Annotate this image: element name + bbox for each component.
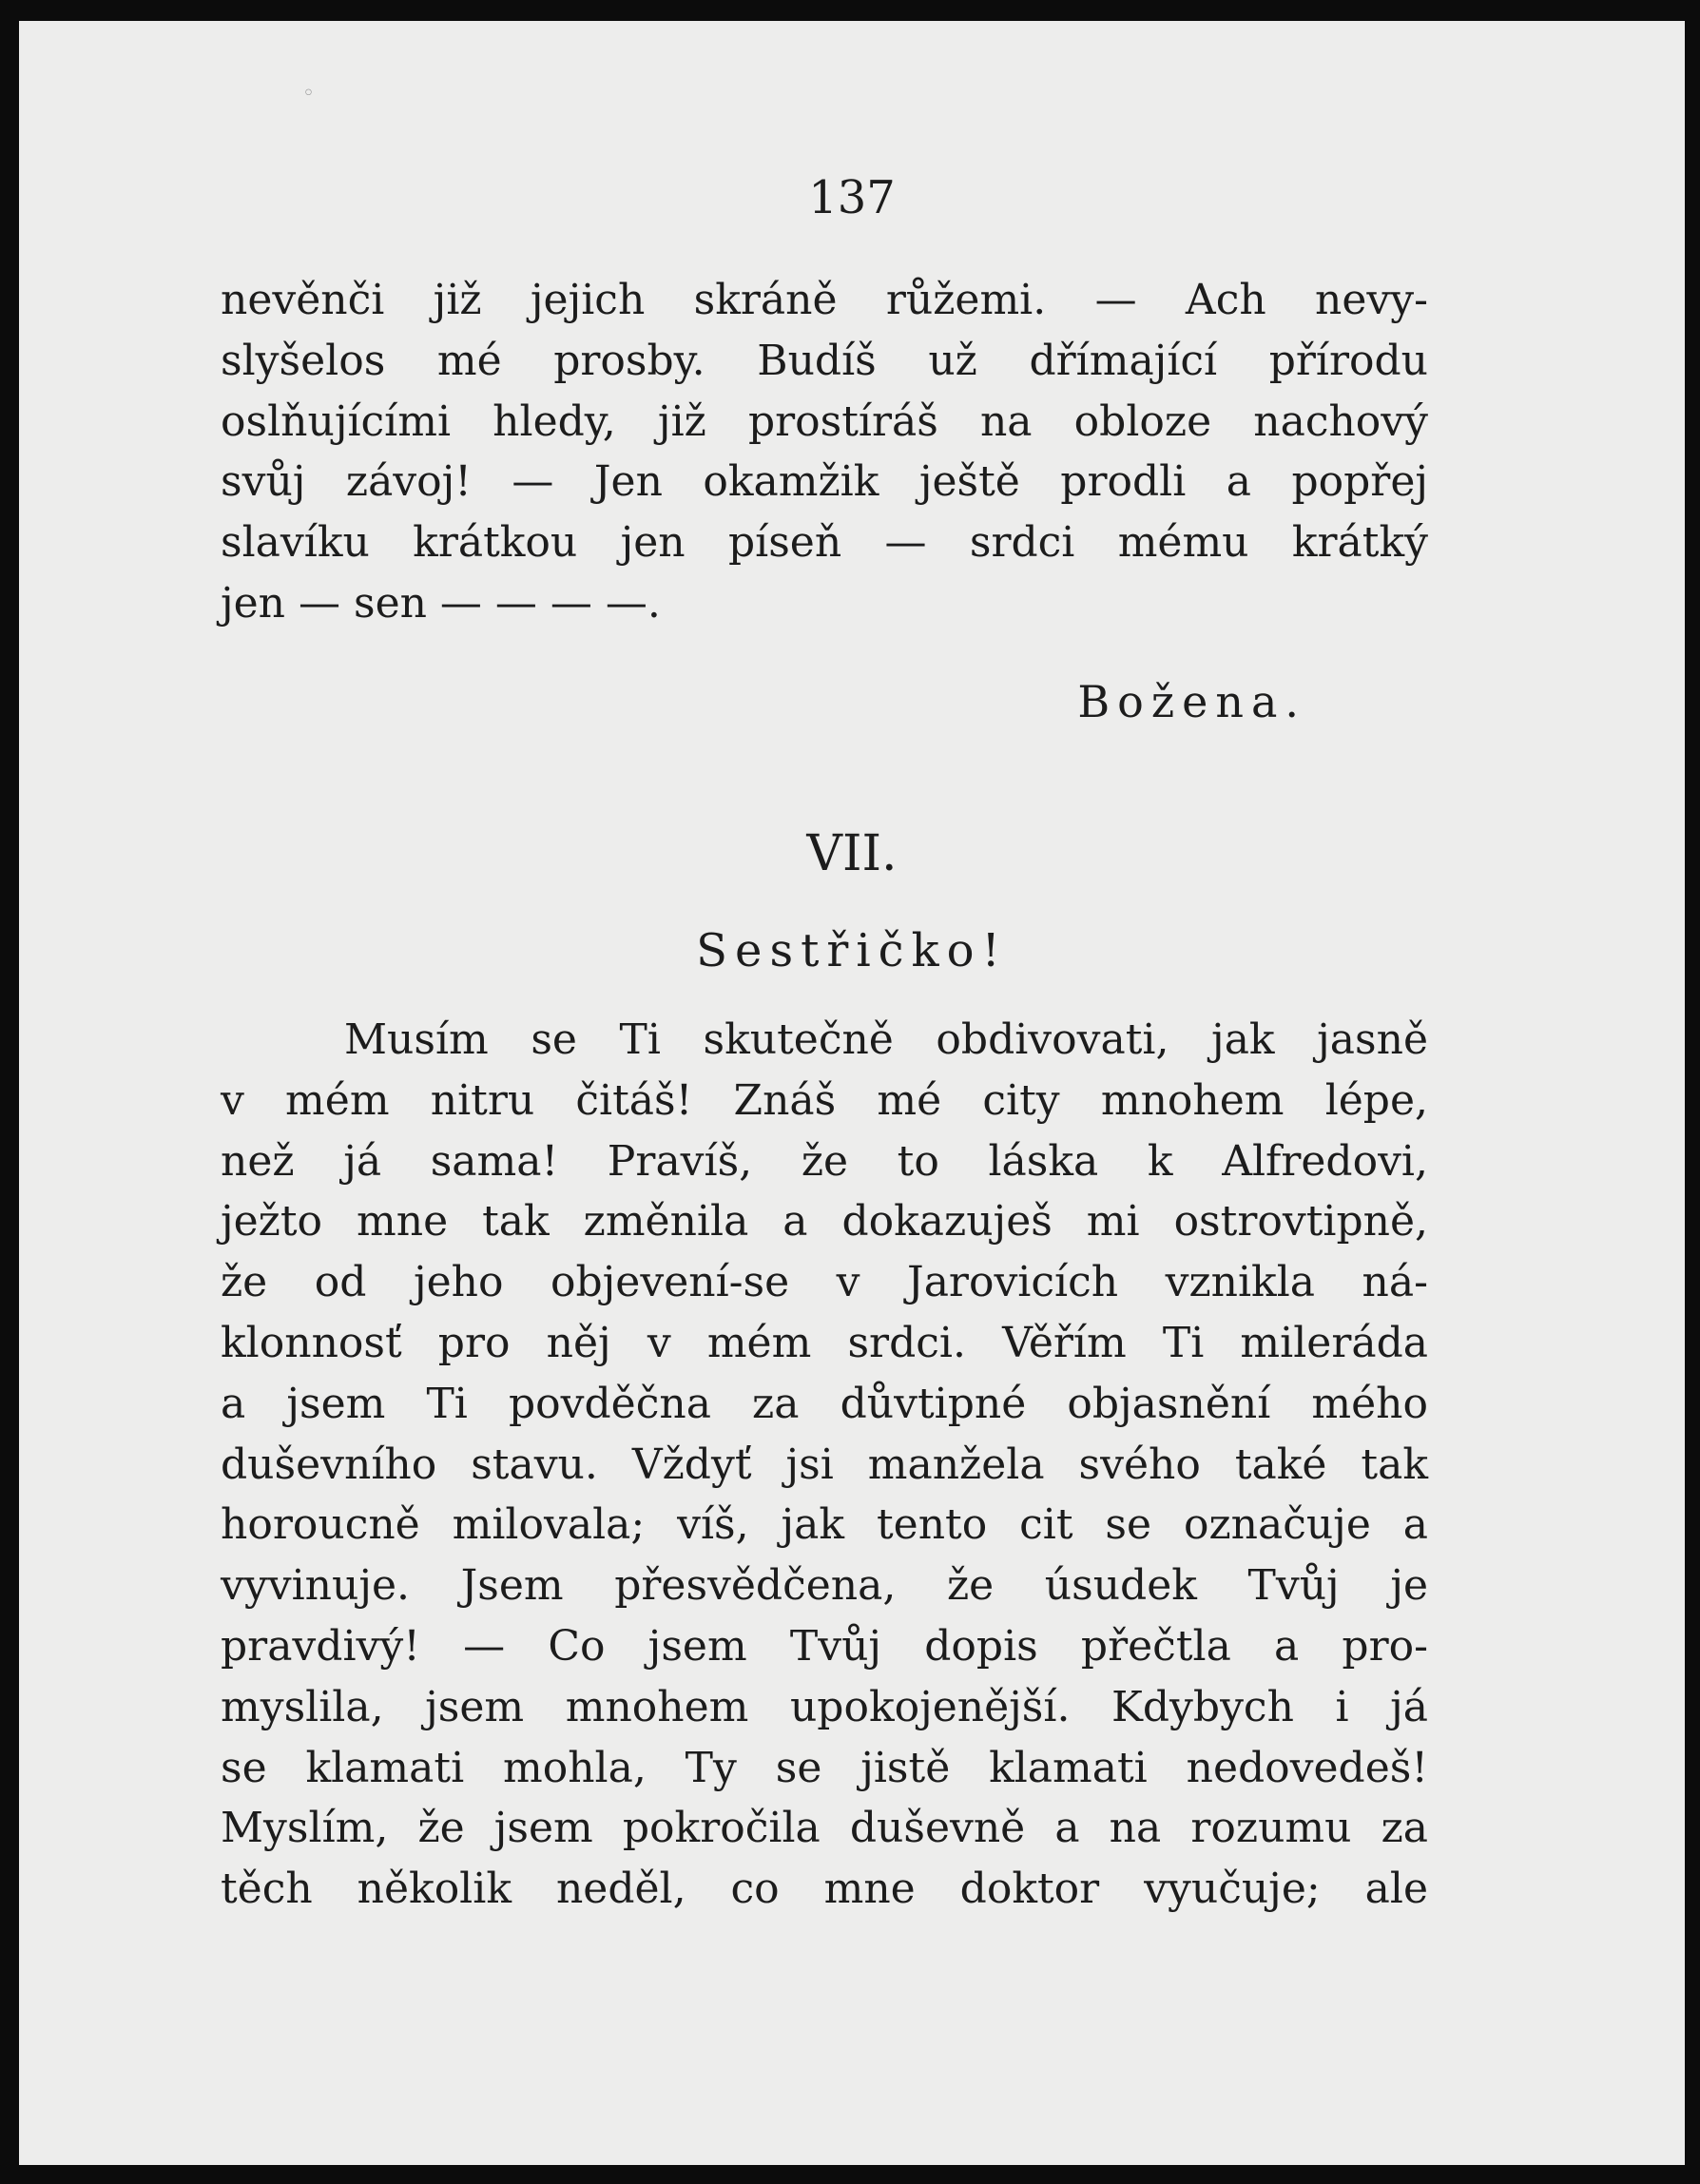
salutation: Sestřičko! bbox=[696, 924, 1008, 977]
paragraph-1 bbox=[221, 270, 1428, 634]
text-line: že od jeho objevení-se v Jarovicích vznikla ná- bbox=[221, 1258, 1428, 1307]
paragraph-2 bbox=[221, 1010, 1428, 1920]
text-line: slavíku krátkou jen píseň — srdci mému krátký bbox=[221, 518, 1428, 568]
text-line: vyvinuje. Jsem přesvědčena, že úsudek Tvůj je bbox=[221, 1561, 1428, 1611]
text-line: se klamati mohla, Ty se jistě klamati nedovedeš! bbox=[221, 1743, 1428, 1792]
text-line: klonnosť pro něj v mém srdci. Věřím Ti mileráda bbox=[221, 1318, 1428, 1367]
text-line: myslila, jsem mnohem upokojenější. Kdybych i já bbox=[221, 1682, 1428, 1731]
text-line: v mém nitru čitáš! Znáš mé city mnohem lépe, bbox=[221, 1075, 1428, 1125]
text-line: pravdivý! — Co jsem Tvůj dopis přečtla a pro- bbox=[221, 1621, 1428, 1671]
text-line: než já sama! Pravíš, že to láska k Alfredovi, bbox=[221, 1136, 1428, 1186]
text-line: slyšelos mé prosby. Budíš už dřímající přírodu bbox=[221, 336, 1428, 385]
text-line: a jsem Ti povděčna za důvtipné objasnění mého bbox=[221, 1379, 1428, 1428]
scan-speck-icon: ◦ bbox=[302, 82, 315, 106]
text-line: Myslím, že jsem pokročila duševně a na rozumu za bbox=[221, 1804, 1428, 1853]
text-line: oslňujícími hledy, již prostíráš na obloze nachový bbox=[221, 396, 1428, 446]
signature: Božena. bbox=[1077, 676, 1306, 727]
text-line: duševního stavu. Vždyť jsi manžela svého také tak bbox=[221, 1440, 1428, 1489]
chapter-number: VII. bbox=[806, 825, 898, 882]
text-line: svůj závoj! — Jen okamžik ještě prodli a popřej bbox=[221, 457, 1428, 507]
page-number: 137 bbox=[808, 171, 896, 224]
text-line: ježto mne tak změnila a dokazuješ mi ostrovtipně, bbox=[221, 1197, 1428, 1247]
text-line: těch několik neděl, co mne doktor vyučuje; ale bbox=[221, 1865, 1428, 1914]
text-line: Musím se Ti skutečně obdivovati, jak jasně bbox=[344, 1015, 1428, 1064]
text-line: horoucně milovala; víš, jak tento cit se označuje a bbox=[221, 1500, 1428, 1550]
text-line: nevěnči již jejich skráně růžemi. — Ach nevy- bbox=[221, 276, 1428, 324]
book-page bbox=[19, 21, 1685, 2165]
text-line: jen — sen — — — —. bbox=[221, 578, 661, 628]
